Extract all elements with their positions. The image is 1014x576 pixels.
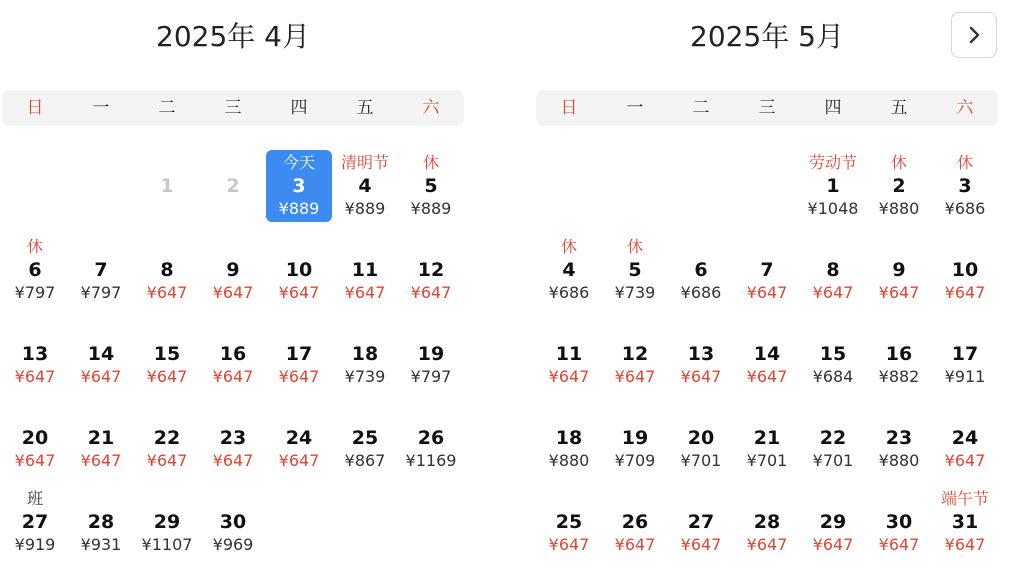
day-price: ¥647 [212,367,254,386]
day-price: ¥739 [614,283,656,302]
day-number: 29 [819,511,847,533]
day-cell[interactable] [734,398,800,482]
day-cell[interactable] [668,230,734,314]
weekday-label: 二 [158,98,176,118]
day-price: ¥701 [680,451,722,470]
day-number: 3 [958,175,972,197]
day-number: 17 [951,343,979,365]
day-price: ¥647 [680,367,722,386]
day-price: ¥647 [14,367,56,386]
holiday-tag: 休 [890,153,907,172]
day-cell[interactable] [536,482,602,566]
day-cell[interactable] [134,398,200,482]
day-price: ¥911 [944,367,986,386]
day-cell[interactable] [536,398,602,482]
day-price: ¥647 [14,451,56,470]
day-cell[interactable] [536,314,602,398]
today-label: 今天 [282,153,315,172]
day-price: ¥686 [944,199,986,218]
day-cell[interactable] [332,146,398,230]
day-price: ¥882 [878,367,920,386]
day-cell[interactable] [332,314,398,398]
empty-cell [2,146,68,230]
weekday-label: 二 [692,98,710,118]
empty-cell [68,146,134,230]
day-price: ¥684 [812,367,854,386]
weekday-label: 五 [890,98,908,118]
day-cell[interactable] [398,230,464,314]
day-cell[interactable] [668,398,734,482]
day-number: 6 [694,259,708,281]
day-cell[interactable] [800,230,866,314]
weekday-label: 六 [956,98,974,118]
day-price: ¥647 [614,535,656,554]
day-number: 14 [753,343,781,365]
weekday-label: 四 [290,98,308,118]
weekday-label: 六 [422,98,440,118]
day-price: ¥919 [14,535,56,554]
day-price: ¥880 [878,199,920,218]
holiday-tag: 休 [26,237,43,256]
weekday-header [2,90,464,126]
day-cell[interactable] [200,230,266,314]
day-number: 27 [21,511,49,533]
day-number: 17 [285,343,313,365]
day-cell[interactable] [932,314,998,398]
day-number: 8 [826,259,840,281]
day-cell[interactable] [932,482,998,566]
day-price: ¥647 [146,283,188,302]
day-cell[interactable] [866,146,932,230]
day-cell[interactable] [266,314,332,398]
holiday-tag: 清明节 [340,153,389,172]
day-cell[interactable] [734,230,800,314]
day-number: 22 [153,427,181,449]
day-price: ¥797 [80,283,122,302]
day-grid [2,146,464,566]
day-cell[interactable] [398,314,464,398]
day-number: 29 [153,511,181,533]
day-number: 28 [753,511,781,533]
day-cell[interactable] [2,230,68,314]
day-cell[interactable] [398,398,464,482]
day-cell[interactable] [68,482,134,566]
day-number: 3 [292,175,306,197]
day-cell-today[interactable] [266,146,332,230]
day-number: 4 [562,259,576,281]
holiday-tag: 劳动节 [808,153,857,172]
day-number: 26 [621,511,649,533]
day-price: ¥647 [212,283,254,302]
day-cell[interactable] [68,398,134,482]
day-number: 23 [885,427,913,449]
day-cell[interactable] [134,230,200,314]
day-number: 8 [160,259,174,281]
day-number: 15 [153,343,181,365]
month-title: 2025年 5月 [690,20,844,53]
day-cell[interactable] [668,314,734,398]
day-price: ¥1048 [807,199,859,218]
day-price: ¥647 [944,535,986,554]
day-price: ¥647 [146,367,188,386]
day-cell[interactable] [134,482,200,566]
day-price: ¥647 [548,535,590,554]
day-price: ¥647 [278,283,320,302]
holiday-tag: 休 [626,237,643,256]
day-cell[interactable] [932,146,998,230]
day-cell[interactable] [134,314,200,398]
day-cell [134,146,200,230]
day-price: ¥647 [812,283,854,302]
day-cell[interactable] [200,482,266,566]
day-number: 20 [687,427,715,449]
day-number: 11 [351,259,379,281]
day-cell[interactable] [800,314,866,398]
weekday-label: 一 [92,98,110,118]
day-cell[interactable] [266,398,332,482]
day-number: 20 [21,427,49,449]
day-price: ¥647 [944,451,986,470]
day-cell[interactable] [2,398,68,482]
day-number: 23 [219,427,247,449]
day-price: ¥647 [80,367,122,386]
day-price: ¥739 [344,367,386,386]
day-price: ¥647 [80,451,122,470]
day-number: 24 [285,427,313,449]
day-number: 21 [87,427,115,449]
day-cell[interactable] [800,482,866,566]
day-cell[interactable] [266,230,332,314]
weekday-label: 一 [626,98,644,118]
day-price: ¥867 [344,451,386,470]
day-number: 25 [351,427,379,449]
day-price: ¥880 [878,451,920,470]
weekday-label: 日 [26,98,44,118]
day-cell[interactable] [866,398,932,482]
weekday-label: 三 [224,98,242,118]
day-number: 12 [621,343,649,365]
day-cell[interactable] [866,314,932,398]
day-price: ¥647 [812,535,854,554]
day-grid [536,146,998,566]
day-number: 22 [819,427,847,449]
day-number: 2 [892,175,906,197]
day-cell[interactable] [398,146,464,230]
day-number: 9 [226,259,240,281]
day-price: ¥931 [80,535,122,554]
day-price: ¥701 [746,451,788,470]
day-cell [200,146,266,230]
day-number: 13 [21,343,49,365]
day-price: ¥647 [680,535,722,554]
day-number: 18 [555,427,583,449]
day-price: ¥647 [410,283,452,302]
day-number: 28 [87,511,115,533]
day-cell[interactable] [536,230,602,314]
empty-cell [602,146,668,230]
day-cell[interactable] [2,314,68,398]
day-cell[interactable] [866,482,932,566]
day-cell[interactable] [734,482,800,566]
day-number: 30 [885,511,913,533]
day-number: 16 [219,343,247,365]
day-cell[interactable] [932,398,998,482]
day-price: ¥647 [548,367,590,386]
day-cell[interactable] [332,230,398,314]
day-price: ¥647 [344,283,386,302]
day-cell[interactable] [668,482,734,566]
holiday-tag: 端午节 [940,489,989,508]
day-price: ¥797 [410,367,452,386]
day-number: 19 [621,427,649,449]
day-price: ¥647 [146,451,188,470]
day-price: ¥701 [812,451,854,470]
chevron-right-icon [964,25,984,45]
day-cell[interactable] [602,230,668,314]
day-number: 25 [555,511,583,533]
day-number: 19 [417,343,445,365]
day-cell[interactable] [602,482,668,566]
day-number: 2 [226,175,240,197]
day-price: ¥647 [212,451,254,470]
day-price: ¥709 [614,451,656,470]
day-number: 5 [628,259,642,281]
weekday-header [536,90,998,126]
day-price: ¥647 [746,283,788,302]
day-price: ¥686 [548,283,590,302]
day-cell[interactable] [602,314,668,398]
day-cell[interactable] [200,314,266,398]
day-cell[interactable] [800,398,866,482]
day-number: 5 [424,175,438,197]
day-number: 14 [87,343,115,365]
day-cell[interactable] [68,230,134,314]
day-number: 4 [358,175,372,197]
day-number: 12 [417,259,445,281]
weekday-label: 五 [356,98,374,118]
day-number: 7 [760,259,774,281]
day-price: ¥1169 [405,451,457,470]
day-price: ¥889 [278,199,320,218]
day-price: ¥647 [746,535,788,554]
holiday-tag: 休 [422,153,439,172]
day-number: 16 [885,343,913,365]
holiday-tag: 班 [26,489,43,508]
day-number: 30 [219,511,247,533]
day-number: 6 [28,259,42,281]
day-price: ¥797 [14,283,56,302]
day-number: 24 [951,427,979,449]
day-number: 10 [285,259,313,281]
day-cell[interactable] [932,230,998,314]
empty-cell [536,146,602,230]
day-cell[interactable] [800,146,866,230]
holiday-tag: 休 [560,237,577,256]
day-cell[interactable] [866,230,932,314]
day-number: 15 [819,343,847,365]
day-number: 10 [951,259,979,281]
day-number: 7 [94,259,108,281]
day-price: ¥686 [680,283,722,302]
day-price: ¥647 [878,535,920,554]
holiday-tag: 休 [956,153,973,172]
empty-cell [734,146,800,230]
day-number: 1 [826,175,840,197]
day-number: 27 [687,511,715,533]
day-cell[interactable] [68,314,134,398]
day-price: ¥880 [548,451,590,470]
day-number: 1 [160,175,174,197]
day-cell[interactable] [734,314,800,398]
day-price: ¥889 [410,199,452,218]
day-number: 21 [753,427,781,449]
day-price: ¥647 [278,451,320,470]
day-price: ¥1107 [141,535,193,554]
next-month-button[interactable] [951,12,997,58]
day-number: 18 [351,343,379,365]
day-price: ¥647 [944,283,986,302]
day-cell[interactable] [2,482,68,566]
day-price: ¥647 [878,283,920,302]
day-number: 13 [687,343,715,365]
day-cell[interactable] [200,398,266,482]
day-price: ¥889 [344,199,386,218]
day-cell[interactable] [602,398,668,482]
empty-cell [668,146,734,230]
day-number: 31 [951,511,979,533]
month-title: 2025年 4月 [156,20,310,53]
weekday-label: 日 [560,98,578,118]
day-cell[interactable] [332,398,398,482]
day-price: ¥647 [614,367,656,386]
day-number: 11 [555,343,583,365]
day-price: ¥969 [212,535,254,554]
day-price: ¥647 [278,367,320,386]
day-number: 26 [417,427,445,449]
weekday-label: 三 [758,98,776,118]
day-number: 9 [892,259,906,281]
weekday-label: 四 [824,98,842,118]
day-price: ¥647 [746,367,788,386]
